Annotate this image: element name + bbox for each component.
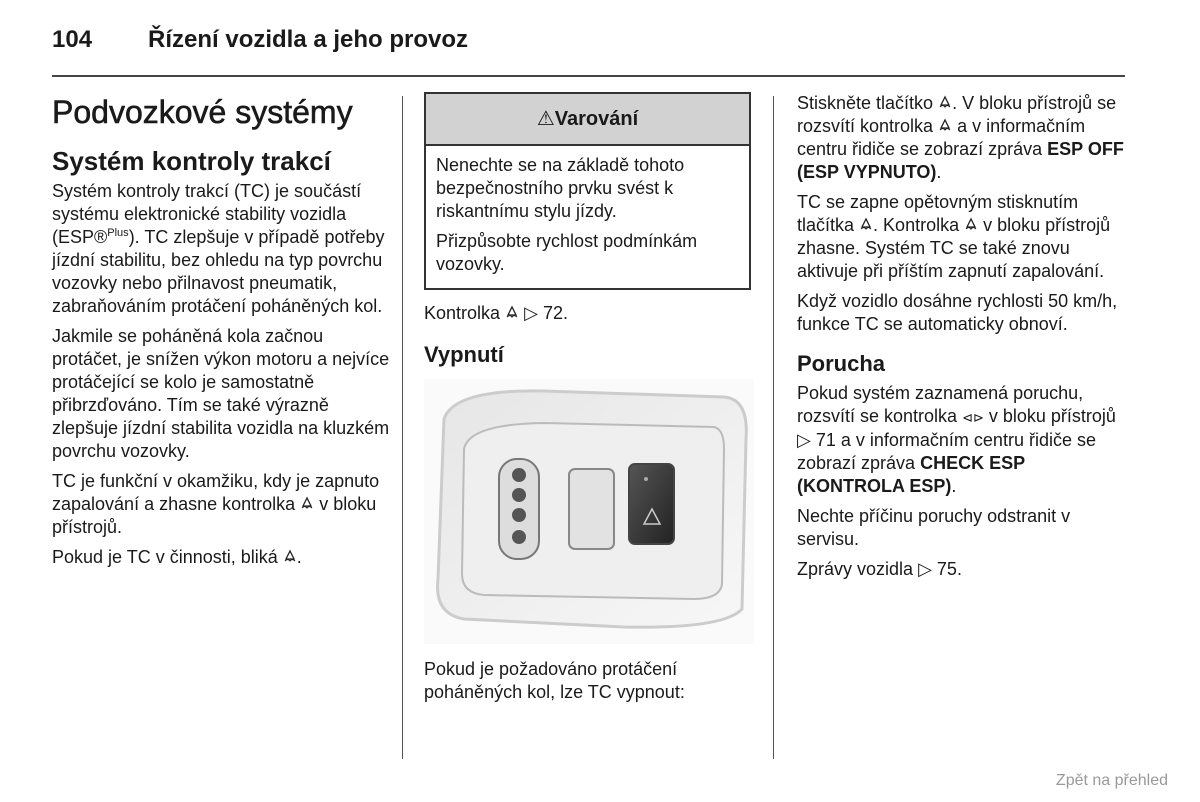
tc-warning-icon [283,549,297,563]
reference-line [424,302,754,325]
paragraph [52,546,392,569]
column-3 [797,92,1127,588]
page-ref[interactable]: 75. [936,559,962,579]
page-ref-icon: ▷ [797,430,811,450]
text: a v informačním centru řidiče se zobrazí zpráva [797,116,1086,159]
tc-warning-icon [505,305,519,319]
message-text: ESP OFF (ESP VYPNUTO) [797,139,1124,182]
subsection-title: Vypnutí [424,342,504,367]
text: Stiskněte tlačítko [797,93,934,113]
warning-body [426,146,749,288]
column-divider [402,96,403,759]
page-number: 104 [52,26,93,53]
page-ref-icon: ▷ [918,559,932,579]
text: . Kontrolka [873,215,960,235]
column-divider [773,96,774,759]
page-ref-icon: ▷ [524,303,538,323]
text: Pokud je TC v činnosti, bliká [52,547,278,567]
text: ). TC zlepšuje v případě potřeby jízdní stabilitu, bez ohledu na typ povrchu vozovky nebo přilnavost pneumatik, zabraňováním protáčení poháněných kol. [52,227,385,316]
paragraph: Pokud je požadováno protáčení poháněných kol, lze TC vypnout: [424,659,685,702]
tc-button-icon [859,217,873,231]
subsection-title: Systém kontroly trakcí [52,146,331,176]
subsection-title: Porucha [797,351,886,376]
warning-text: Přizpůsobte rychlost podmínkám vozovky. [436,231,698,274]
paragraph [797,92,1127,184]
reference-line [797,558,1127,581]
paragraph [797,382,1127,498]
paragraph [52,180,392,318]
message-text: CHECK ESP (KONTROLA ESP) [797,453,1025,496]
esp-fault-icon: ⊲⊳ [962,410,984,425]
text: Zprávy vozidla [797,559,914,579]
tc-warning-icon [300,496,314,510]
page-header [52,26,468,54]
text: TC se zapne opětovným stisknutím tlačítka [797,192,1079,235]
warning-icon: ⚠ [536,108,555,130]
tc-button-icon [938,95,952,109]
paragraph [52,470,392,539]
text: Pokud systém zaznamená poruchu, rozsvítí se kontrolka [797,383,1084,426]
column-2 [424,92,754,711]
section-title: Podvozkové systémy [52,94,353,130]
warning-text: Nenechte se na základě tohoto bezpečnostního prvku svést k riskantnímu stylu jízdy. [436,155,685,221]
text: . [296,547,302,567]
column-1 [52,92,392,576]
tc-warning-icon [964,217,978,231]
text: 71 a v informačním centru řidiče se zobrazí zpráva [797,430,1096,473]
text: . [936,162,942,182]
text: . V bloku přístrojů se rozsvítí kontrolka [797,93,1117,136]
text: Systém kontroly trakcí (TC) je součástí systému elektronické stability vozidla (ESP® [52,181,362,247]
warning-box [424,92,751,290]
text: TC je funkční v okamžiku, kdy je zapnuto zapalování a zhasne kontrolka [52,471,380,514]
paragraph: Jakmile se poháněná kola začnou protáčet, je snížen výkon motoru a nejvíce protáčející se kolo je samostatně přibrzďováno. Tím se také výrazně zlepšuje jízdní stabilita vozidla na kluzkém povrchu vozovky. [52,326,390,461]
warning-title: Varování [554,108,639,130]
paragraph: Nechte příčinu poruchy odstranit v servisu. [797,506,1071,549]
chapter-title: Řízení vozidla a jeho provoz [148,26,469,53]
text: v bloku přístrojů zhasne. Systém TC se také znovu aktivuje při příštím zapnutí zapalování. [797,215,1111,281]
page-ref[interactable]: 72. [542,303,568,323]
header-rule [52,75,1125,77]
paragraph: Když vozidlo dosáhne rychlosti 50 km/h, funkce TC se automaticky obnoví. [797,291,1118,334]
text: . [951,476,957,496]
superscript: Plus [107,227,129,239]
switch-panel-illustration [424,379,754,644]
text: v bloku přístrojů. [52,494,377,537]
text: Kontrolka [424,303,501,323]
warning-header [426,94,749,146]
text: v bloku přístrojů [988,406,1116,426]
tc-warning-icon [938,118,952,132]
back-to-overview-link[interactable]: Zpět na přehled [1055,772,1168,789]
paragraph [797,191,1127,283]
